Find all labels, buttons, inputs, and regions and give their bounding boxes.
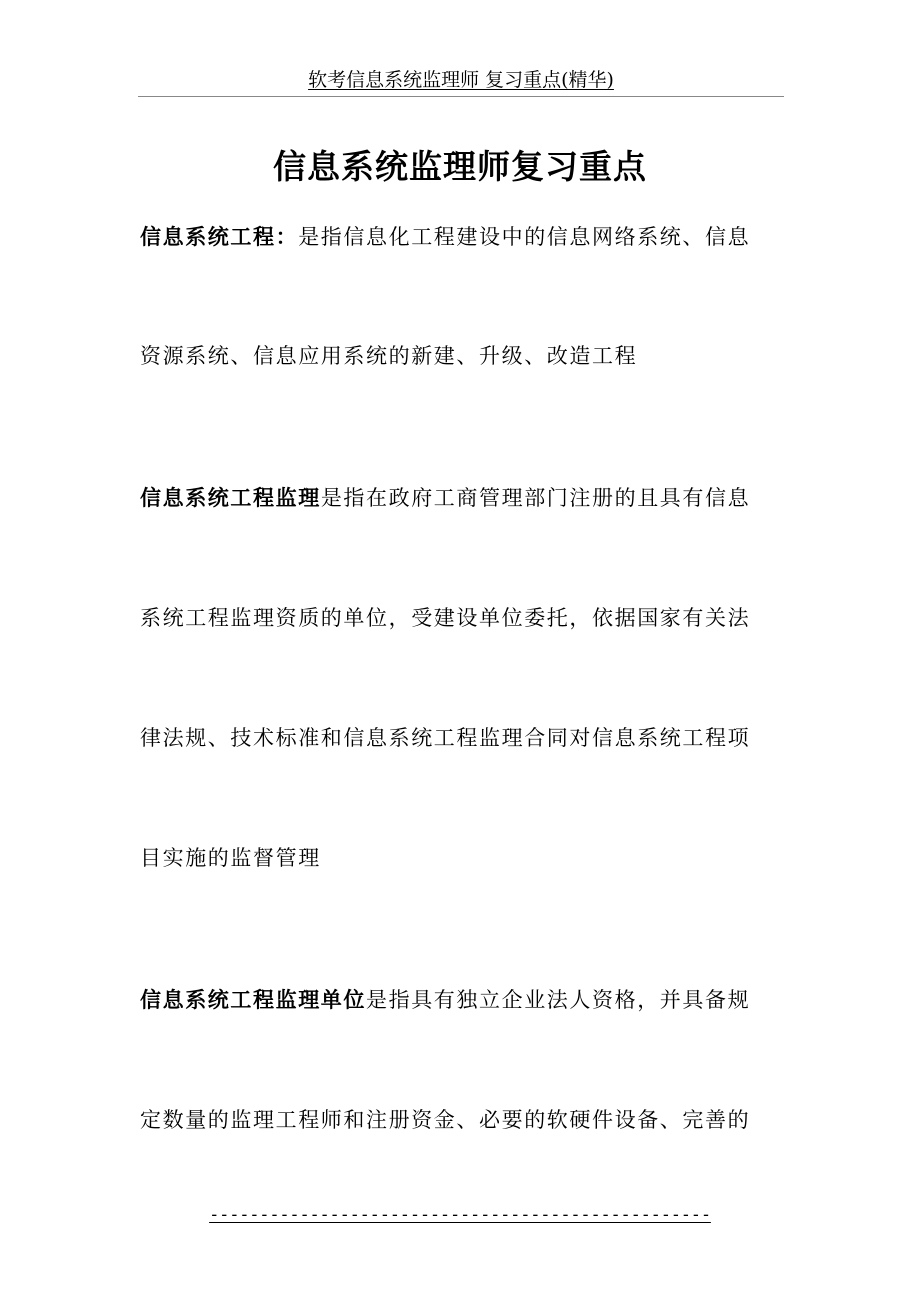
definition-3-line-1 — [140, 983, 780, 1017]
definition-2-text: 是指在政府工商管理部门注册的且具有信息 — [320, 486, 751, 510]
definition-1-text: 是指信息化工程建设中的信息网络系统、信息 — [298, 225, 751, 249]
definition-1-line-1 — [140, 220, 780, 254]
definition-2-line-3: 律法规、技术标准和信息系统工程监理合同对信息系统工程项 — [140, 726, 751, 750]
definition-2-line-1 — [140, 481, 780, 515]
definition-2-line-2: 系统工程监理资质的单位，受建设单位委托，依据国家有关法 — [140, 606, 751, 630]
definition-2-term: 信息系统工程监理 — [140, 486, 321, 510]
document-title: 信息系统监理师复习重点 — [273, 147, 647, 186]
footer-separator: -------------------------------------------------- — [209, 1205, 711, 1225]
definition-3-line-2: 定数量的监理工程师和注册资金、必要的软硬件设备、完善的 — [140, 1108, 751, 1132]
definition-2-line-4: 目实施的监督管理 — [140, 846, 321, 870]
definition-3-text: 是指具有独立企业法人资格，并具备规 — [366, 988, 751, 1012]
header-divider — [138, 96, 784, 97]
page-header: 软考信息系统监理师 复习重点(精华) — [308, 69, 614, 91]
definition-1-line-2: 资源系统、信息应用系统的新建、升级、改造工程 — [140, 344, 638, 368]
definition-3-term: 信息系统工程监理单位 — [140, 988, 366, 1012]
definition-1-term: 信息系统工程： — [140, 225, 299, 249]
